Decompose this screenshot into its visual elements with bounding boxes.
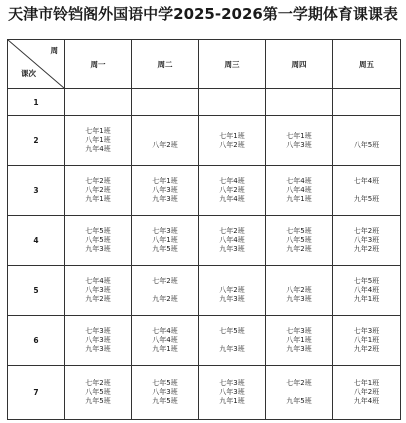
class-entry: 八年1班 — [353, 336, 380, 344]
corner-cell — [8, 40, 65, 89]
schedule-cell — [266, 166, 333, 216]
class-entry: 七年5班 — [353, 277, 380, 285]
class-entry: 七年1班 — [85, 127, 111, 135]
class-entry: 九年4班 — [219, 195, 245, 203]
class-entry: 八年2班 — [219, 186, 245, 194]
class-entry: 七年2班 — [152, 277, 178, 285]
period-label: 3 — [8, 166, 65, 216]
class-entry: 七年5班 — [85, 227, 111, 235]
class-entry: 八年4班 — [152, 336, 178, 344]
table-row — [8, 366, 401, 420]
schedule-cell — [333, 366, 401, 420]
schedule-cell — [65, 166, 132, 216]
class-entry: 八年4班 — [219, 236, 245, 244]
class-entry: 七年1班 — [219, 131, 245, 140]
schedule-cell — [199, 316, 266, 366]
class-entry — [333, 186, 400, 195]
schedule-table — [7, 39, 401, 420]
class-entry: 九年3班 — [286, 295, 312, 303]
class-entry: 七年5班 — [152, 379, 178, 387]
class-entry: 八年2班 — [152, 140, 178, 149]
class-entry — [132, 286, 198, 295]
period-label: 7 — [8, 366, 65, 420]
schedule-cell — [199, 166, 266, 216]
class-entry: 七年4班 — [286, 177, 312, 185]
schedule-cell — [266, 316, 333, 366]
class-entry: 七年3班 — [286, 327, 312, 335]
class-entry: 八年3班 — [152, 186, 178, 194]
class-entry: 七年3班 — [85, 327, 111, 335]
schedule-cell — [132, 216, 199, 266]
class-entry: 九年1班 — [353, 295, 380, 303]
class-entry: 九年3班 — [286, 345, 312, 353]
schedule-cell — [333, 116, 401, 166]
schedule-cell — [132, 166, 199, 216]
class-entry: 八年3班 — [85, 286, 111, 294]
class-entry: 九年4班 — [85, 145, 111, 153]
schedule-cell — [65, 89, 132, 116]
class-entry: 九年1班 — [152, 345, 178, 353]
class-entry: 九年2班 — [286, 245, 312, 253]
class-entry: 七年2班 — [286, 379, 312, 387]
class-entry: 九年3班 — [152, 195, 178, 203]
schedule-cell — [132, 266, 199, 316]
schedule-cell — [199, 366, 266, 420]
class-entry: 七年3班 — [219, 379, 245, 387]
class-entry: 七年4班 — [152, 327, 178, 335]
schedule-cell — [266, 89, 333, 116]
class-entry: 七年1班 — [286, 131, 312, 140]
class-entry: 七年5班 — [286, 227, 312, 235]
class-entry: 八年5班 — [85, 236, 111, 244]
period-label: 2 — [8, 116, 65, 166]
schedule-cell — [65, 216, 132, 266]
class-entry — [333, 132, 400, 141]
schedule-cell — [65, 366, 132, 420]
class-entry: 八年3班 — [353, 236, 380, 244]
class-entry: 七年2班 — [85, 379, 111, 387]
table-row — [8, 116, 401, 166]
schedule-cell — [199, 216, 266, 266]
corner-day-label: 周 — [50, 46, 58, 55]
class-entry: 八年3班 — [85, 336, 111, 344]
schedule-cell — [266, 116, 333, 166]
period-label: 4 — [8, 216, 65, 266]
class-entry: 九年2班 — [152, 295, 178, 303]
day-header: 周一 — [65, 40, 132, 89]
class-entry: 七年3班 — [353, 327, 380, 335]
class-entry: 七年4班 — [85, 277, 111, 285]
class-entry: 九年5班 — [152, 245, 178, 253]
class-entry — [199, 277, 265, 286]
header-row — [8, 40, 401, 89]
class-entry: 九年3班 — [219, 295, 245, 303]
class-entry: 九年1班 — [85, 195, 111, 203]
class-entry — [266, 277, 332, 286]
class-entry — [132, 132, 198, 141]
class-entry: 七年5班 — [219, 327, 245, 335]
schedule-cell — [266, 266, 333, 316]
day-header: 周二 — [132, 40, 199, 89]
class-entry: 八年5班 — [85, 388, 111, 396]
schedule-cell — [65, 266, 132, 316]
class-entry: 八年1班 — [85, 136, 111, 144]
class-entry: 七年4班 — [353, 177, 380, 185]
schedule-cell — [199, 89, 266, 116]
class-entry: 八年2班 — [85, 186, 111, 194]
class-entry: 九年4班 — [353, 397, 380, 405]
period-label: 5 — [8, 266, 65, 316]
schedule-cell — [266, 366, 333, 420]
class-entry: 九年1班 — [219, 397, 245, 405]
class-entry: 八年4班 — [353, 286, 380, 294]
schedule-cell — [266, 216, 333, 266]
class-entry: 九年3班 — [85, 245, 111, 253]
class-entry: 七年3班 — [152, 227, 178, 235]
schedule-cell — [333, 266, 401, 316]
table-row — [8, 89, 401, 116]
class-entry: 九年3班 — [219, 345, 245, 353]
class-entry: 八年2班 — [286, 286, 312, 294]
day-header: 周四 — [266, 40, 333, 89]
class-entry: 八年2班 — [353, 388, 380, 396]
class-entry: 九年3班 — [219, 245, 245, 253]
class-entry: 九年1班 — [286, 195, 312, 203]
schedule-cell — [132, 89, 199, 116]
schedule-cell — [333, 216, 401, 266]
day-header: 周五 — [333, 40, 401, 89]
class-entry: 九年2班 — [353, 245, 380, 253]
class-entry: 八年2班 — [219, 140, 245, 149]
class-entry: 七年2班 — [353, 227, 380, 235]
day-header: 周三 — [199, 40, 266, 89]
class-entry — [199, 336, 265, 345]
class-entry: 九年5班 — [353, 195, 380, 203]
class-entry: 九年5班 — [85, 397, 111, 405]
class-entry: 八年1班 — [286, 336, 312, 344]
table-row — [8, 216, 401, 266]
table-row — [8, 266, 401, 316]
schedule-cell — [333, 316, 401, 366]
schedule-cell — [199, 266, 266, 316]
schedule-cell — [199, 116, 266, 166]
schedule-cell — [65, 316, 132, 366]
class-entry: 九年5班 — [152, 397, 178, 405]
schedule-cell — [132, 316, 199, 366]
class-entry: 九年3班 — [85, 345, 111, 353]
class-entry: 八年3班 — [219, 388, 245, 396]
page-title: 天津市铃铛阁外国语中学2025-2026第一学期体育课课表 — [8, 5, 398, 23]
table-row — [8, 316, 401, 366]
class-entry: 九年2班 — [85, 295, 111, 303]
schedule-cell — [333, 89, 401, 116]
class-entry: 八年5班 — [286, 236, 312, 244]
corner-period-label: 课次 — [21, 69, 36, 78]
class-entry: 八年3班 — [152, 388, 178, 396]
class-entry: 七年2班 — [219, 227, 245, 235]
class-entry: 九年2班 — [353, 345, 380, 353]
class-entry — [266, 388, 332, 397]
class-entry: 七年4班 — [219, 177, 245, 185]
period-label: 1 — [8, 89, 65, 116]
class-entry: 七年2班 — [85, 177, 111, 185]
class-entry: 八年5班 — [353, 140, 380, 149]
class-entry: 八年1班 — [152, 236, 178, 244]
class-entry: 八年2班 — [219, 286, 245, 294]
class-entry: 七年1班 — [353, 379, 380, 387]
class-entry: 八年3班 — [286, 140, 312, 149]
period-label: 6 — [8, 316, 65, 366]
class-entry: 九年5班 — [286, 397, 312, 405]
class-entry: 七年1班 — [152, 177, 178, 185]
schedule-cell — [132, 366, 199, 420]
class-entry: 八年4班 — [286, 186, 312, 194]
schedule-cell — [65, 116, 132, 166]
schedule-cell — [132, 116, 199, 166]
schedule-cell — [333, 166, 401, 216]
table-row — [8, 166, 401, 216]
